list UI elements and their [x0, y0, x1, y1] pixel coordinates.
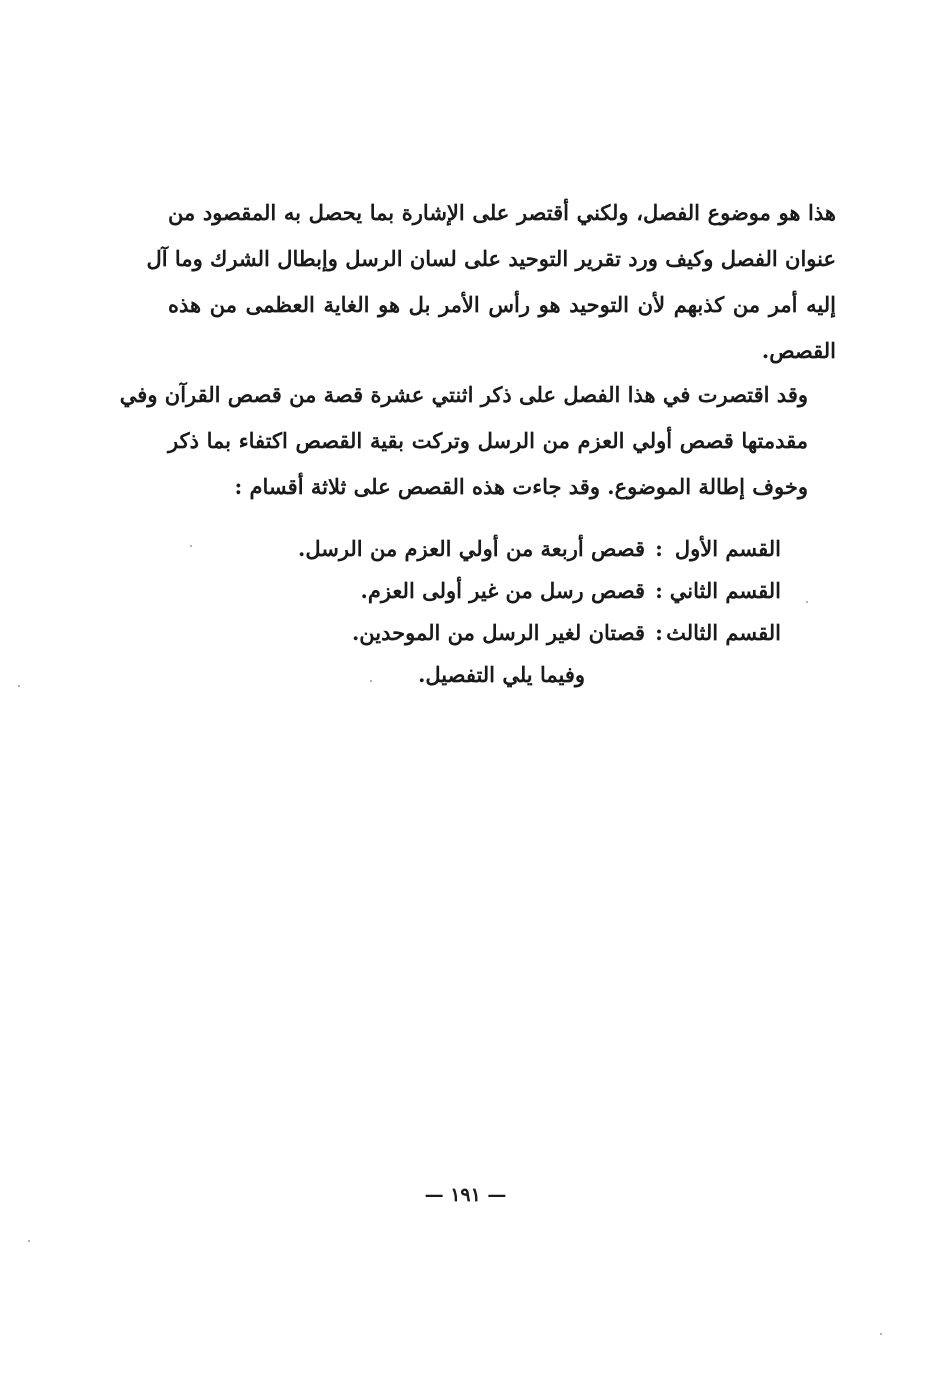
scan-speck: [370, 680, 372, 682]
scan-speck: [190, 545, 192, 547]
paragraph-line: القصص.: [761, 338, 836, 363]
section-item: [298, 528, 781, 570]
section-item: [298, 570, 781, 612]
section-text: قصص أربعة من أولي العزم من الرسل.: [298, 536, 645, 561]
scan-speck: [806, 601, 808, 603]
scan-speck: [18, 685, 20, 687]
section-colon: :: [655, 578, 663, 603]
section-colon: :: [655, 620, 663, 645]
scan-speck: [880, 1333, 882, 1335]
section-colon: :: [655, 536, 663, 561]
section-text: قصص رسل من غير أولى العزم.: [360, 578, 645, 603]
page-number: — ١٩١ —: [424, 1184, 507, 1206]
scan-speck: [28, 1240, 30, 1242]
section-text: قصتان لغير الرسل من الموحدين.: [351, 620, 645, 645]
paragraph-line: إليه أمر من كذبهم لأن التوحيد هو رأس الأمر بل هو الغاية العظمى من هذه: [168, 292, 836, 317]
paragraph-intro: [146, 190, 836, 374]
paragraph-line: مقدمتها قصص أولي العزم من الرسل وتركت بقية القصص اكتفاء بما ذكر: [168, 428, 808, 453]
section-label: القسم الثاني: [669, 578, 781, 603]
paragraph-line: هذا هو موضوع الفصل، ولكني أقتصر على الإشارة بما يحصل به المقصود من: [168, 200, 836, 225]
closing-line: وفيما يلي التفصيل.: [418, 662, 585, 687]
section-item: [298, 612, 781, 654]
paragraph-line: وخوف إطالة الموضوع. وقد جاءت هذه القصص على ثلاثة أقسام :: [234, 474, 808, 499]
paragraph-scope: [119, 372, 836, 510]
section-label: القسم الثالث: [666, 620, 781, 645]
sections-list: [298, 528, 781, 696]
paragraph-line: وقد اقتصرت في هذا الفصل على ذكر اثنتي عشرة قصة من قصص القرآن وفي: [119, 382, 808, 407]
paragraph-line: عنوان الفصل وكيف ورد تقرير التوحيد على لسان الرسل وإبطال الشرك وما آل: [146, 246, 836, 271]
section-label: القسم الأول: [674, 536, 781, 561]
